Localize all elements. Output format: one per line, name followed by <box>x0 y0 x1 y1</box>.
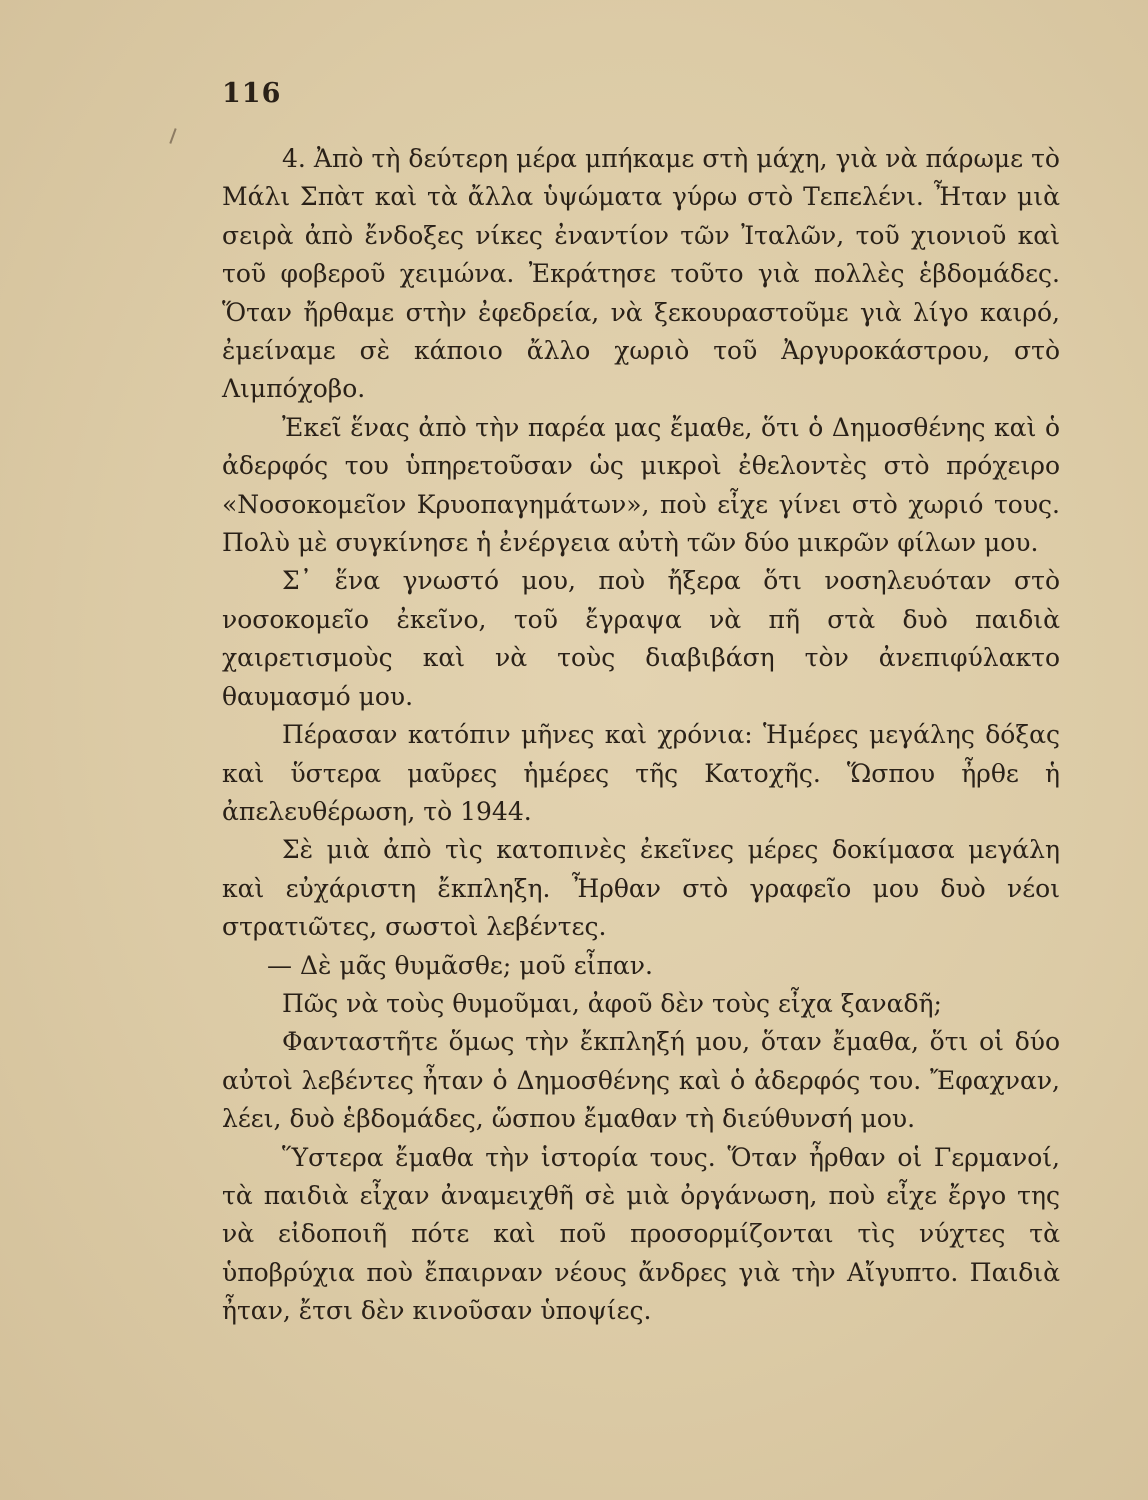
paragraph-1: 4. Ἀπὸ τὴ δεύτερη μέρα μπήκαμε στὴ μάχη, γιὰ νὰ πάρωμε τὸ Μάλι Σπὰτ καὶ τὰ ἄλλα ὑψώματα γύρω στὸ Τεπελένι. Ἦταν μιὰ σειρὰ ἀπὸ ἔνδοξες νίκες ἐναντίον τῶν Ἰταλῶν, τοῦ χιονιοῦ καὶ τοῦ φοβεροῦ χειμώνα. Ἐκράτησε τοῦτο γιὰ πολλὲς ἑβδομάδες. Ὅταν ἤρθαμε στὴν ἐφεδρεία, νὰ ξεκουραστοῦμε γιὰ λίγο καιρό, ἐμείναμε σὲ κάποιο ἄλλο χωριὸ τοῦ Ἀργυροκάστρου, στὸ Λιμπόχοβο. <box>222 144 1060 404</box>
paragraph-2: Ἐκεῖ ἕνας ἀπὸ τὴν παρέα μας ἔμαθε, ὅτι ὁ Δημοσθένης καὶ ὁ ἀδερφός του ὑπηρετοῦσαν ὡς μικροὶ ἐθελοντὲς στὸ πρόχειρο «Νοσοκομεῖον Κρυοπαγημάτων», ποὺ εἶχε γίνει στὸ χωριό τους. Πολὺ μὲ συγκίνησε ἡ ἐνέργεια αὐτὴ τῶν δύο μικρῶν φίλων μου. <box>222 412 1060 558</box>
paragraph-5: Σὲ μιὰ ἀπὸ τὶς κατοπινὲς ἐκεῖνες μέρες δοκίμασα μεγάλη καὶ εὐχάριστη ἔκπληξη. Ἦρθαν στὸ γραφεῖο μου δυὸ νέοι στρατιῶτες, σωστοὶ λεβέντες. <box>222 835 1060 942</box>
body-text <box>222 140 1060 1331</box>
paragraph-9: Ὕστερα ἔμαθα τὴν ἱστορία τους. Ὅταν ἦρθαν οἱ Γερμανοί, τὰ παιδιὰ εἶχαν ἀναμειχθῆ σὲ μιὰ ὀργάνωση, ποὺ εἶχε ἔργο της νὰ εἰδοποιῆ πότε καὶ ποῦ προσορμίζονται τὶς νύχτες τὰ ὑποβρύχια ποὺ ἔπαιρναν νέους ἄνδρες γιὰ τὴν Αἴγυπτο. Παιδιὰ ἦταν, ἔτσι δὲν κινοῦσαν ὑποψίες. <box>222 1142 1060 1326</box>
paragraph-8: Φανταστῆτε ὅμως τὴν ἔκπληξή μου, ὅταν ἔμαθα, ὅτι οἱ δύο αὐτοὶ λεβέντες ἦταν ὁ Δημοσθένης καὶ ὁ ἀδερφός του. Ἔφαχναν, λέει, δυὸ ἑβδομάδες, ὥσπου ἔμαθαν τὴ διεύθυνσή μου. <box>222 1027 1060 1134</box>
paragraph-3: Σ᾽ ἕνα γνωστό μου, ποὺ ἤξερα ὅτι νοσηλευόταν στὸ νοσοκομεῖο ἐκεῖνο, τοῦ ἔγραψα νὰ πῆ στὰ δυὸ παιδιὰ χαιρετισμοὺς καὶ νὰ τοὺς διαβιβάση τὸν ἀνεπιφύλακτο θαυμασμό μου. <box>222 566 1060 711</box>
paragraph-7: Πῶς νὰ τοὺς θυμοῦμαι, ἀφοῦ δὲν τοὺς εἶχα ξαναδῆ; <box>282 988 942 1018</box>
paragraph-6-dialogue: — Δὲ μᾶς θυμᾶσθε; μοῦ εἶπαν. <box>267 950 653 980</box>
page-number: 116 <box>222 78 282 109</box>
stray-pen-mark <box>169 128 176 144</box>
paragraph-4: Πέρασαν κατόπιν μῆνες καὶ χρόνια: Ἡμέρες μεγάλης δόξας καὶ ὕστερα μαῦρες ἡμέρες τῆς Κατοχῆς. Ὥσπου ἦρθε ἡ ἀπελευθέρωση, τὸ 1944. <box>222 720 1060 826</box>
